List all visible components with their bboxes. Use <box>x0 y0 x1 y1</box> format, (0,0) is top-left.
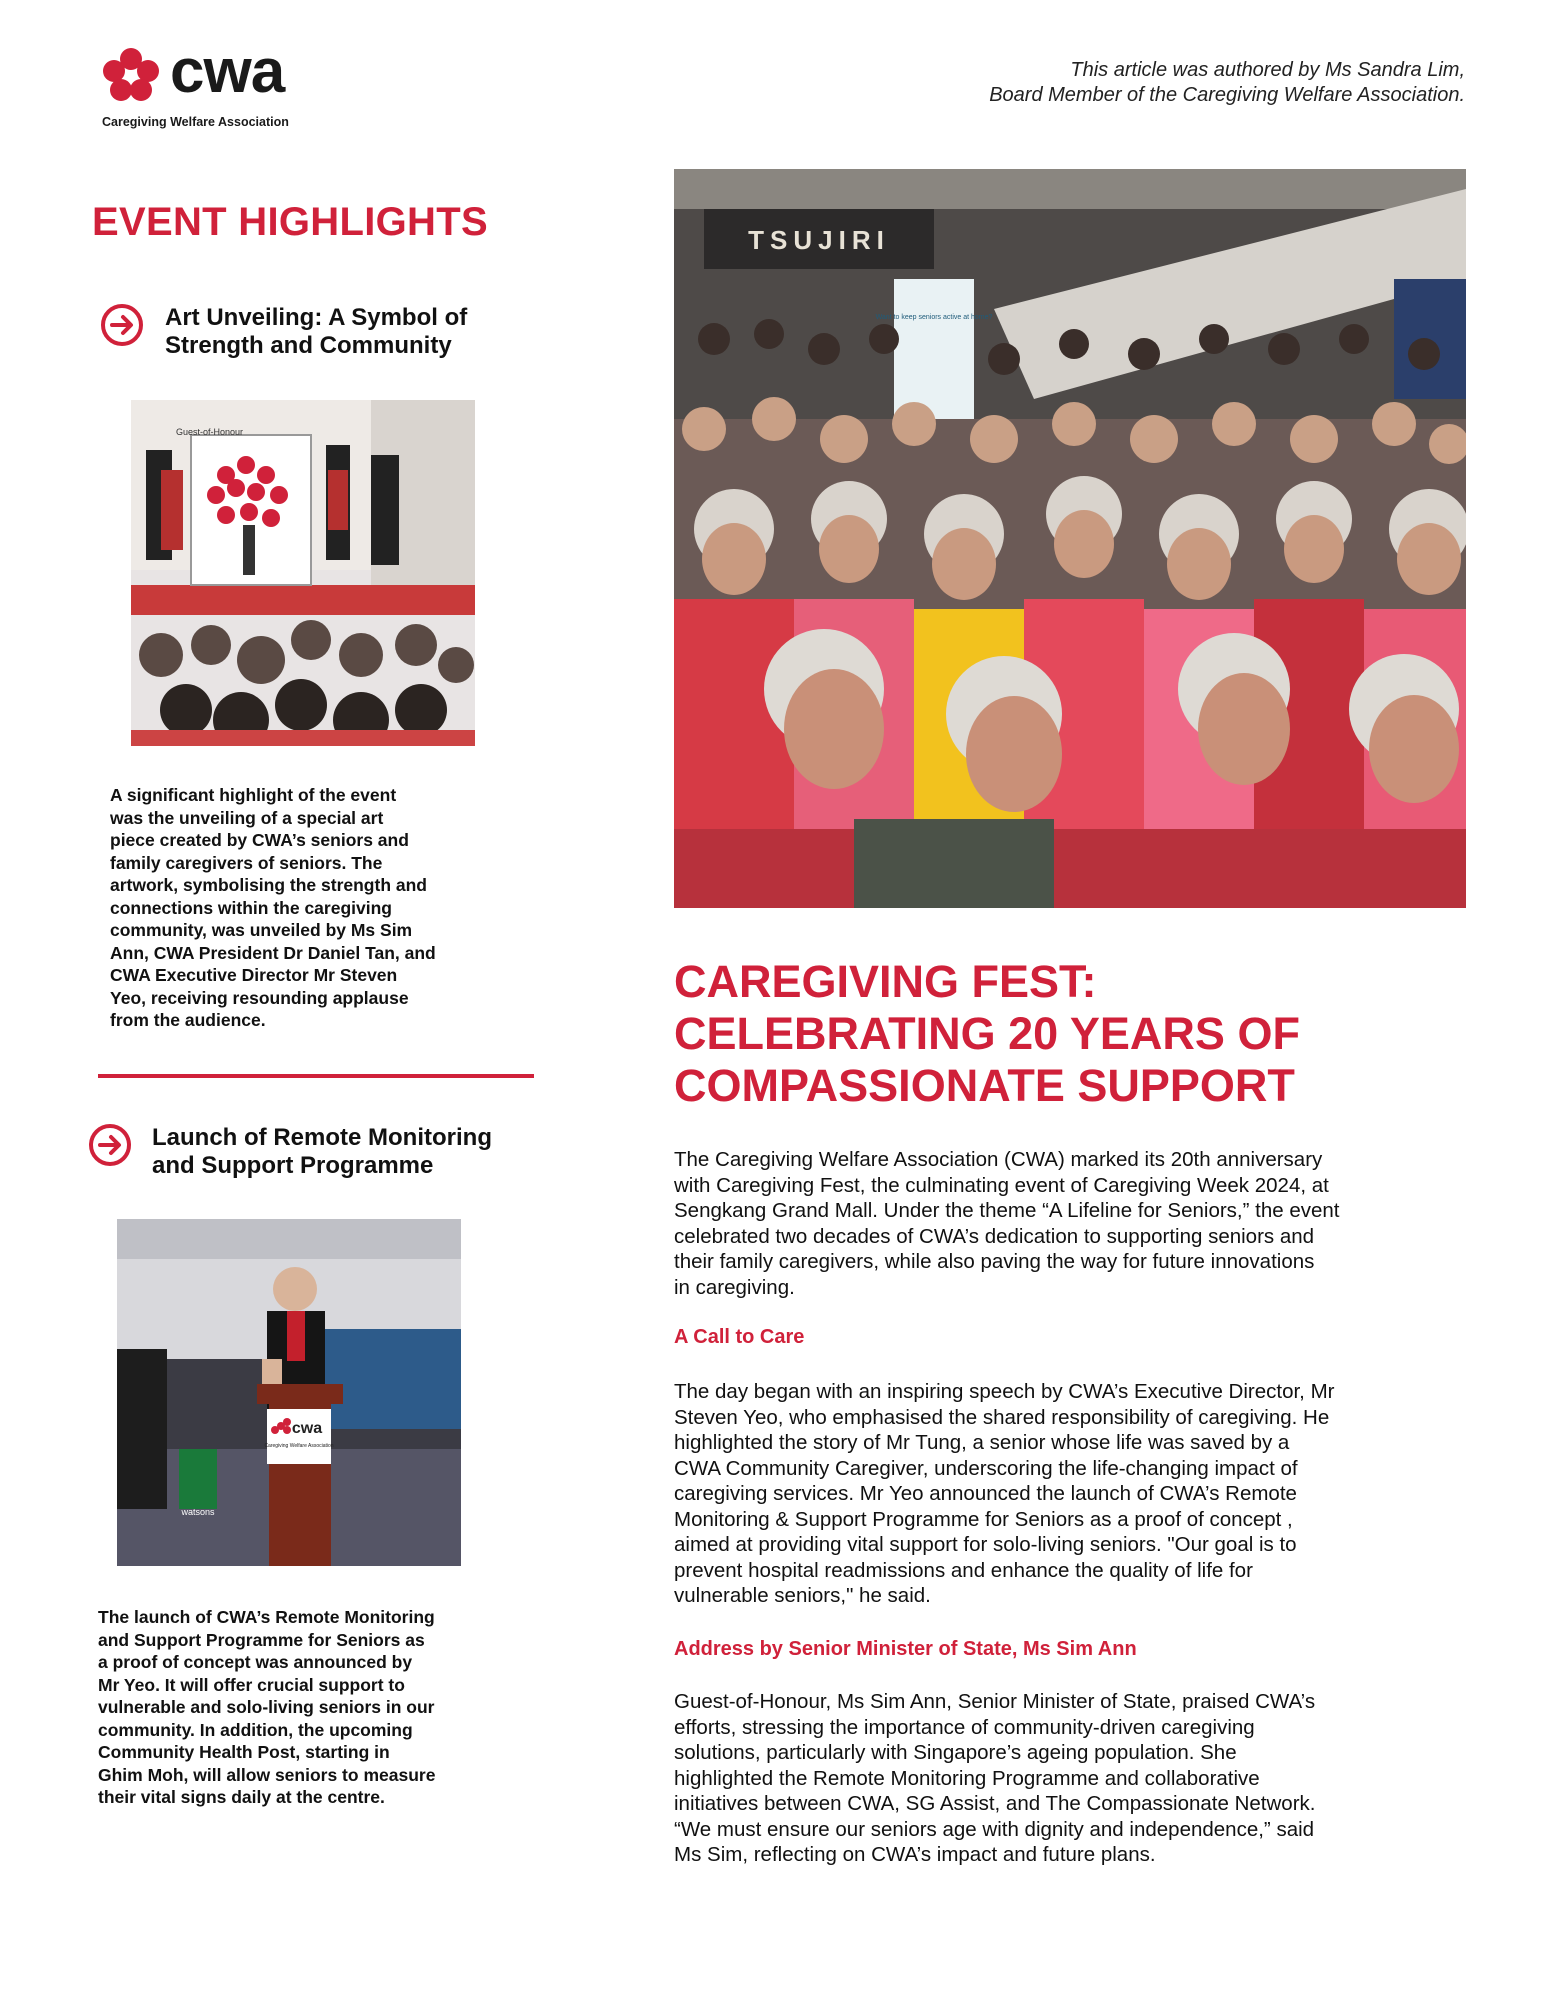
subhead-line: Launch of Remote Monitoring <box>152 1124 492 1151</box>
store-sign-text: watsons <box>181 1507 215 1517</box>
caption-line: community. In addition, the upcoming <box>98 1719 413 1740</box>
subhead-line: Art Unveiling: A Symbol of <box>165 304 468 331</box>
body-line: initiatives between CWA, SG Assist, and The Compassionate Network. <box>674 1792 1316 1815</box>
body-line: highlighted the Remote Monitoring Programme and collaborative <box>674 1766 1260 1790</box>
caption-line: Mr Yeo. It will offer crucial support to <box>98 1674 405 1695</box>
author-note-line: Board Member of the Caregiving Welfare Association. <box>989 84 1465 106</box>
caption-line: community, was unveiled by Ms Sim <box>110 920 413 940</box>
body-line: The Caregiving Welfare Association (CWA) marked its 20th anniversary <box>674 1148 1323 1171</box>
section1-body <box>674 1379 1466 1609</box>
logo-tagline: Caregiving Welfare Association <box>102 115 289 129</box>
caption-line: Yeo, receiving resounding applause <box>110 987 409 1008</box>
body-line: in caregiving. <box>674 1275 795 1299</box>
section-divider <box>98 1074 534 1078</box>
remote-monitoring-title <box>152 1124 552 1180</box>
article-title <box>674 956 1454 1112</box>
section-heading-sim-ann-address: Address by Senior Minister of State, Ms Sim Ann <box>674 1638 1137 1660</box>
body-line: with Caregiving Fest, the culminating event of Caregiving Week 2024, at <box>674 1173 1329 1197</box>
body-line: celebrated two decades of CWA’s dedication to supporting seniors and <box>674 1224 1315 1248</box>
body-line: Ms Sim, reflecting on CWA’s impact and future plans. <box>674 1843 1156 1866</box>
logo-wordmark: cwa <box>170 37 285 106</box>
body-line: their family caregivers, while also paving the way for future innovations <box>674 1250 1315 1273</box>
body-line: CWA Community Caregiver, underscoring the life-changing impact of <box>674 1456 1298 1480</box>
remote-monitoring-caption <box>98 1606 500 1809</box>
body-line: efforts, stressing the importance of community-driven caregiving <box>674 1715 1255 1739</box>
caption-line <box>110 784 494 807</box>
caption-line: artwork, symbolising the strength and <box>110 875 427 895</box>
caption-line: connections within the caregiving <box>110 897 392 918</box>
caption-line: Ann, CWA President Dr Daniel Tan, and <box>110 942 436 963</box>
caption-line: a proof of concept was announced by <box>98 1652 413 1672</box>
caption-line: The launch of CWA’s Remote Monitoring <box>98 1607 435 1627</box>
caption-line: Ghim Moh, will allow seniors to measure <box>98 1764 436 1785</box>
caption-line: family caregivers of seniors. The <box>110 852 383 873</box>
subhead-line: and Support Programme <box>152 1152 434 1179</box>
caption-line: from the audience. <box>110 1010 266 1030</box>
caption-line: was the unveiling of a special art <box>110 807 384 828</box>
caption-line: vulnerable and solo-living seniors in our <box>98 1697 435 1717</box>
caption-line: piece created by CWA’s seniors and <box>110 830 409 850</box>
body-line: vulnerable seniors," he said. <box>674 1584 931 1607</box>
caption-line: Community Health Post, starting in <box>98 1742 390 1762</box>
art-unveiling-caption <box>110 784 494 1032</box>
article-intro <box>674 1147 1466 1300</box>
section-heading-call-to-care: A Call to Care <box>674 1326 805 1348</box>
body-line: “We must ensure our seniors age with dignity and independence,” said <box>674 1817 1315 1841</box>
title-line: CAREGIVING FEST: <box>674 956 1097 1007</box>
body-line: caregiving services. Mr Yeo announced the launch of CWA’s Remote <box>674 1482 1297 1505</box>
subhead-line: Strength and Community <box>165 332 452 359</box>
body-line: The day began with an inspiring speech by CWA’s Executive Director, Mr <box>674 1380 1335 1403</box>
title-line: COMPASSIONATE SUPPORT <box>674 1060 1295 1111</box>
body-line: Steven Yeo, who emphasised the shared responsibility of caregiving. He <box>674 1405 1330 1429</box>
flower-logo-icon <box>98 45 164 105</box>
section2-body <box>674 1689 1466 1868</box>
arrow-right-circle-icon <box>88 1123 132 1167</box>
caption-line: their vital signs daily at the centre. <box>98 1787 385 1807</box>
arrow-right-circle-icon <box>100 303 144 347</box>
body-line: Monitoring & Support Programme for Seniors as a proof of concept , <box>674 1507 1293 1531</box>
cwa-logo <box>98 37 328 135</box>
speaker-podium-photo <box>117 1219 461 1566</box>
banner-text: Want to keep seniors active at home? <box>875 314 993 321</box>
caption-text: A significant highlight of the event <box>110 785 397 805</box>
body-line: Guest-of-Honour, Ms Sim Ann, Senior Minister of State, praised CWA’s <box>674 1690 1316 1713</box>
podium-logo-text: cwa <box>291 1420 323 1437</box>
podium-tagline-text: Caregiving Welfare Association <box>264 1443 334 1449</box>
body-line: aimed at providing vital support for solo-living seniors. "Our goal is to <box>674 1533 1297 1556</box>
body-line: Sengkang Grand Mall. Under the theme “A Lifeline for Seniors,” the event <box>674 1199 1340 1222</box>
author-note-line: This article was authored by Ms Sandra Lim, <box>1070 59 1465 81</box>
caption-line: CWA Executive Director Mr Steven <box>110 965 398 985</box>
photo-sign-text: Guest-of-Honour <box>176 427 244 437</box>
audience-hero-photo <box>674 169 1466 908</box>
art-unveiling-photo <box>131 400 475 746</box>
caption-line: and Support Programme for Seniors as <box>98 1629 425 1650</box>
title-line: CELEBRATING 20 YEARS OF <box>674 1008 1300 1059</box>
store-sign-text: TSUJIRI <box>748 225 890 255</box>
event-highlights-heading: EVENT HIGHLIGHTS <box>92 200 488 244</box>
art-unveiling-title <box>165 304 545 360</box>
body-line: prevent hospital readmissions and enhance the quality of life for <box>674 1558 1253 1582</box>
author-note <box>765 58 1465 108</box>
body-line: highlighted the story of Mr Tung, a senior whose life was saved by a <box>674 1431 1290 1454</box>
body-line: solutions, particularly with Singapore’s ageing population. She <box>674 1741 1237 1764</box>
